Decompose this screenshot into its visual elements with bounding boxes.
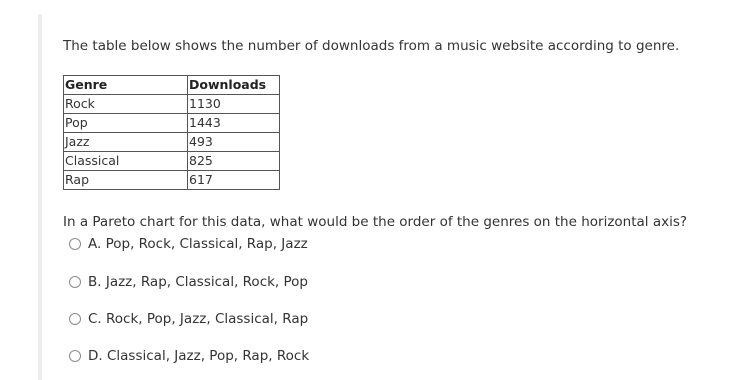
genre-cell: Rap [64, 171, 188, 190]
option-a-label: A. Pop, Rock, Classical, Rap, Jazz [88, 236, 308, 252]
genre-cell: Rock [64, 95, 188, 114]
radio-button-d[interactable] [69, 350, 81, 362]
option-c-label: C. Rock, Pop, Jazz, Classical, Rap [88, 311, 309, 327]
table-row [64, 171, 280, 190]
question-prompt: In a Pareto chart for this data, what would be the order of the genres on the horizontal axis? [63, 214, 688, 230]
option-d-label: D. Classical, Jazz, Pop, Rap, Rock [88, 348, 310, 364]
genre-cell: Classical [64, 152, 188, 171]
downloads-cell: 825 [188, 152, 280, 171]
downloads-cell: 1130 [188, 95, 280, 114]
genre-cell: Jazz [64, 133, 188, 152]
option-a[interactable] [69, 235, 308, 253]
table-row [64, 133, 280, 152]
table-row [64, 114, 280, 133]
radio-button-c[interactable] [69, 313, 81, 325]
radio-button-b[interactable] [69, 276, 81, 288]
question-intro: The table below shows the number of downloads from a music website according to genre. [63, 38, 680, 54]
table-row [64, 152, 280, 171]
header-downloads: Downloads [188, 76, 280, 95]
downloads-cell: 617 [188, 171, 280, 190]
downloads-table [63, 75, 280, 190]
downloads-cell: 1443 [188, 114, 280, 133]
option-b-label: B. Jazz, Rap, Classical, Rock, Pop [88, 274, 309, 290]
left-border-bar [38, 14, 42, 380]
table-row [64, 95, 280, 114]
genre-cell: Pop [64, 114, 188, 133]
table-header-row [64, 76, 280, 95]
radio-button-a[interactable] [69, 238, 81, 250]
option-b[interactable] [69, 273, 308, 291]
option-d[interactable] [69, 347, 309, 365]
downloads-cell: 493 [188, 133, 280, 152]
option-c[interactable] [69, 310, 308, 328]
header-genre: Genre [64, 76, 188, 95]
